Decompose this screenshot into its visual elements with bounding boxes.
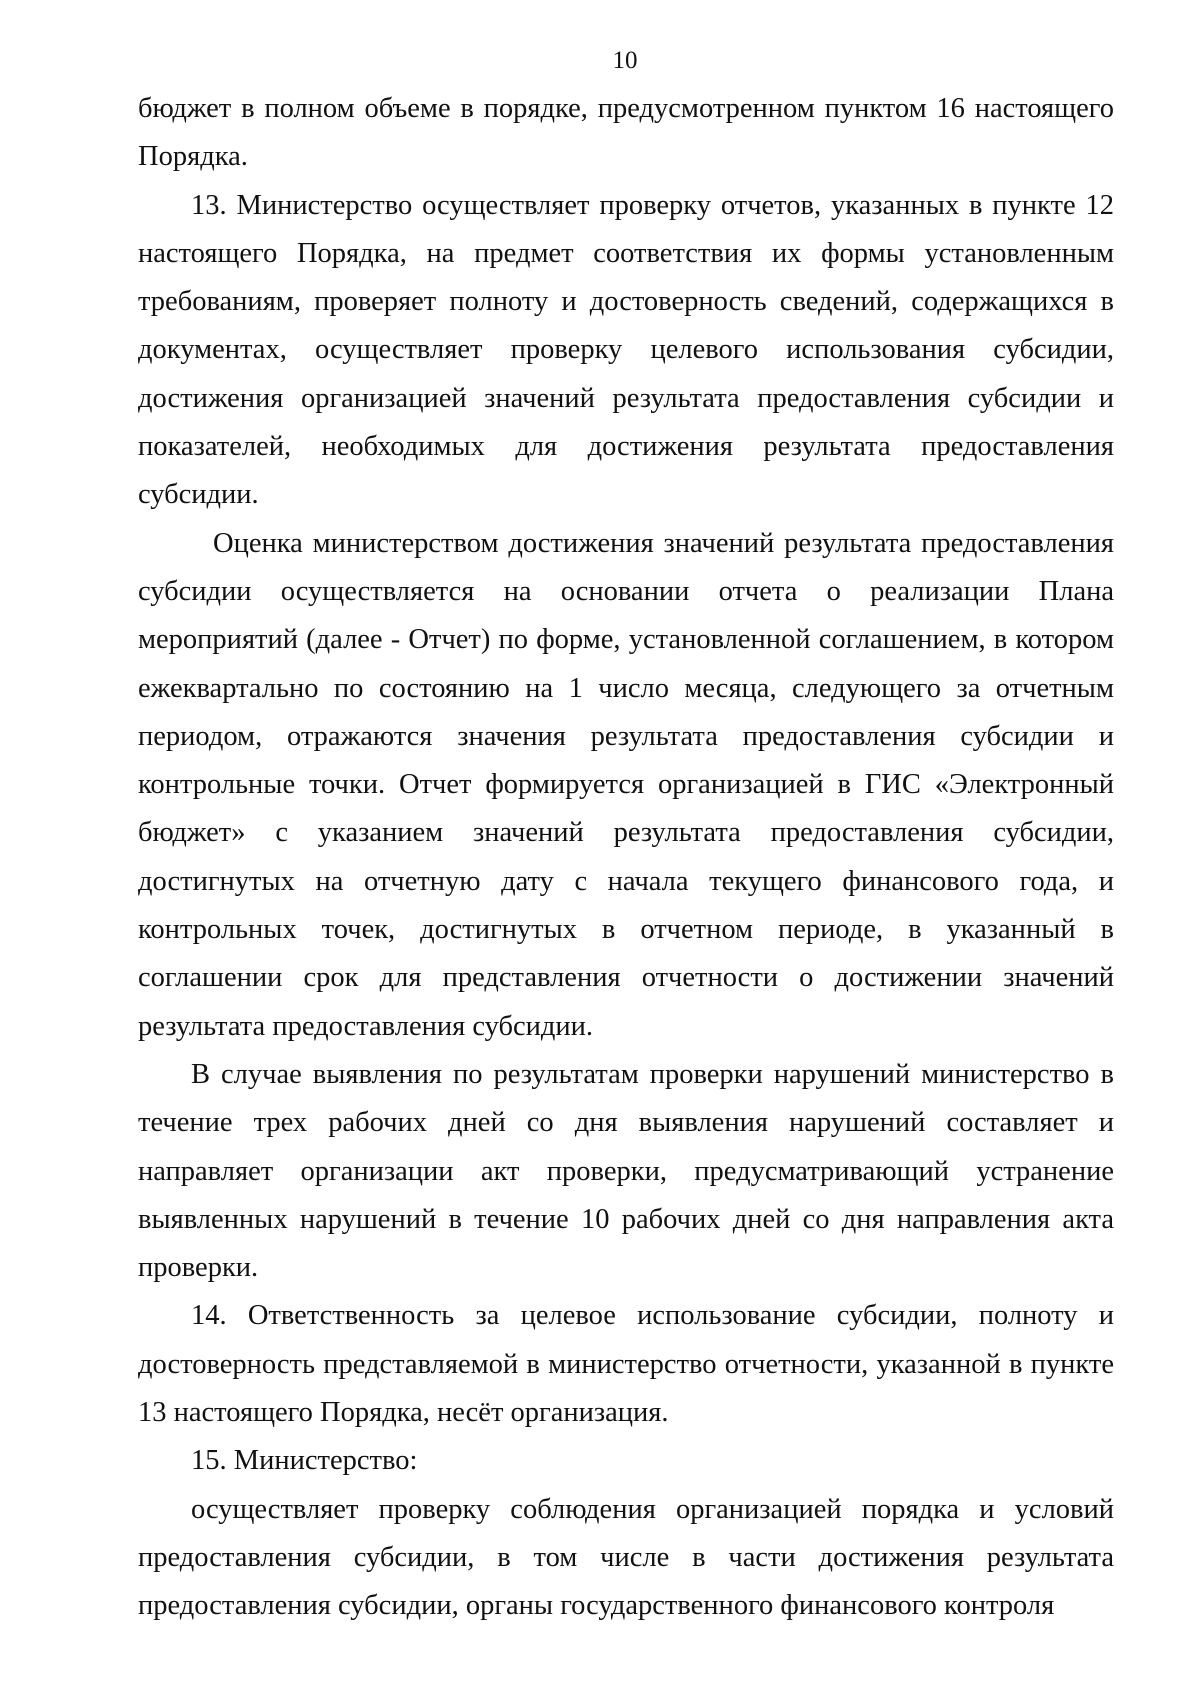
paragraph-violations: В случае выявления по результатам проверки нарушений министерство в течение трех рабочих дней со дня выявления нарушений составляет и направляет организации акт проверки, предусматривающий устранение выявленных нарушений в течение 10 рабочих дней со дня направления акта проверки. (138, 1058, 1114, 1284)
paragraph-item-13: 13. Министерство осуществляет проверку отчетов, указанных в пункте 12 настоящего Порядка, на предмет соответствия их формы установленным требованиям, проверяет полноту и достоверность сведений, содержащихся в документах, осуществляет проверку целевого использования субсидии, достижения организацией значений результата предоставления субсидии и показателей, необходимых для достижения результата предоставления субсидии. (138, 189, 1114, 511)
paragraph-item-15: 15. Министерство: (191, 1445, 418, 1477)
paragraph-evaluation: Оценка министерством достижения значений результата предоставления субсидии осуществляется на основании отчета о реализации Плана мероприятий (далее - Отчет) по форме, установленной соглашением, в котором ежеквартально по состоянию на 1 число месяца, следующего за отчетным периодом, отражаются значения результата предоставления субсидии и контрольные точки. Отчет формируется организацией в ГИС «Электронный бюджет» с указанием значений результата предоставления субсидии, достигнутых на отчетную дату с начала текущего финансового года, и контрольных точек, достигнутых в отчетном периоде, в указанный в соглашении срок для представления отчетности о достижении значений результата предоставления субсидии. (138, 527, 1114, 1042)
paragraph-item-14: 14. Ответственность за целевое использование субсидии, полноту и достоверность представляемой в министерство отчетности, указанной в пункте 13 настоящего Порядка, несёт организация. (138, 1300, 1114, 1429)
paragraph-item-15-text: осуществляет проверку соблюдения организацией порядка и условий предоставления субсидии, в том числе в части достижения результата предоставления субсидии, органы государственного финансового контроля (138, 1493, 1114, 1622)
document-body (138, 85, 1114, 1631)
paragraph-continuation: бюджет в полном объеме в порядке, предусмотренном пунктом 16 настоящего Порядка. (138, 93, 1114, 173)
page-number: 10 (612, 47, 638, 74)
